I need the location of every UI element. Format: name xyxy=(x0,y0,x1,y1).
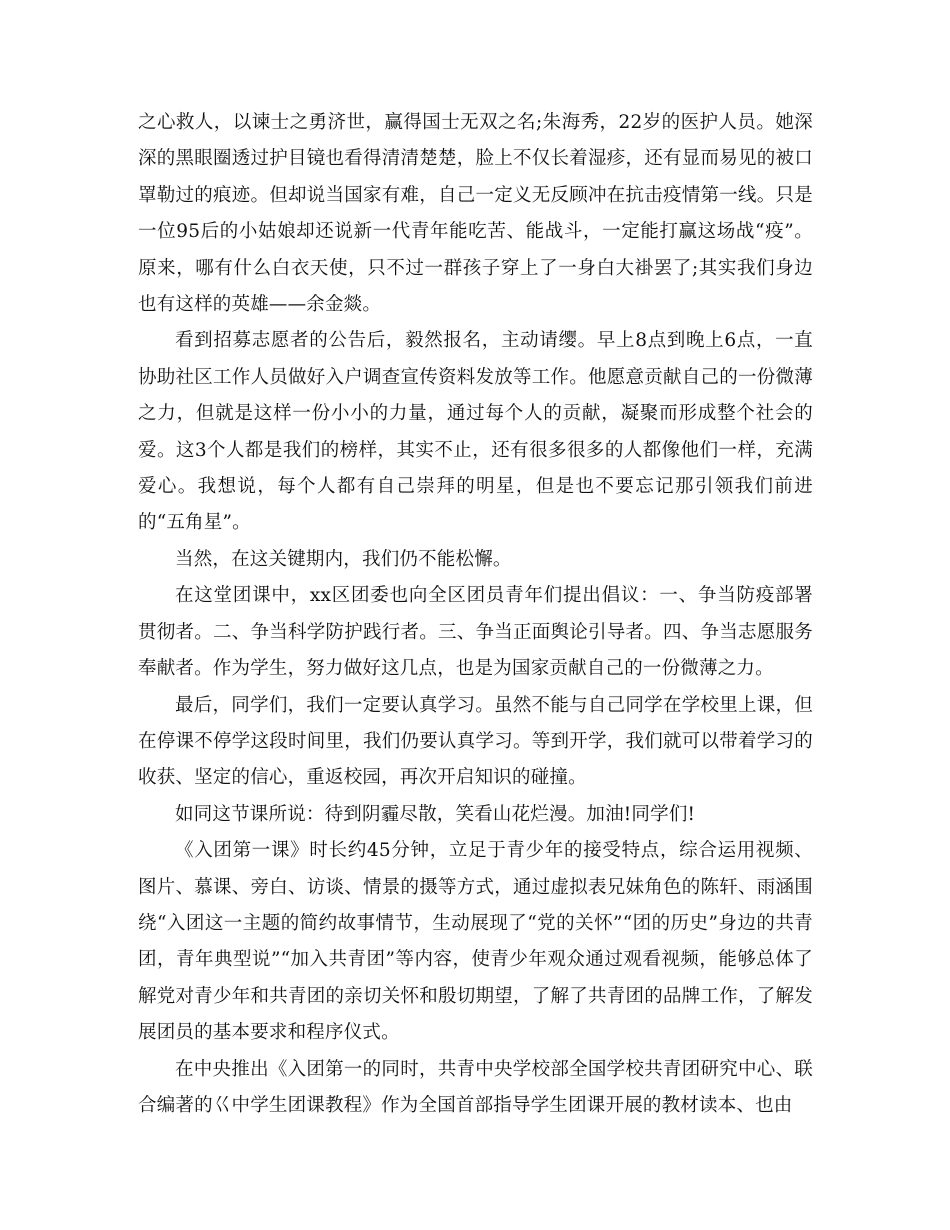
paragraph-5: 最后，同学们，我们一定要认真学习。虽然不能与自己同学在学校里上课，但在停课不停学这段时间里，我们仍要认真学习。等到开学，我们就可以带着学习的收获、坚定的信心，重返校园，再次开启知识的碰撞。 xyxy=(138,694,813,789)
paragraph-8: 在中央推出《入团第一的同时，共青中央学校部全国学校共青团研究中心、联合编著的巜中学生团课教程》作为全国首部指导学生团课开展的教材读本、也由 xyxy=(138,1058,813,1116)
paragraph-6: 如同这节课所说：待到阴霾尽散，笑看山花烂漫。加油!同学们! xyxy=(175,803,696,825)
paragraph-3: 当然，在这关键期内，我们仍不能松懈。 xyxy=(175,548,512,570)
document-body xyxy=(138,105,813,1124)
paragraph-4: 在这堂团课中，xx区团委也向全区团员青年们提出倡议：一、争当防疫部署贯彻者。二、争当科学防护践行者。三、争当正面舆论引导者。四、争当志愿服务奉献者。作为学生，努力做好这几点，也是为国家贡献自己的一份微薄之力。 xyxy=(138,585,813,680)
paragraph-1: 之心救人，以谏士之勇济世，赢得国士无双之名;朱海秀，22岁的医护人员。她深深的黑眼圈透过护目镜也看得清清楚楚，脸上不仅长着湿疹，还有显而易见的被口罩勒过的痕迹。但却说当国家有难，自己一定义无反顾冲在抗击疫情第一线。只是一位95后的小姑娘却还说新一代青年能吃苦、能战斗，一定能打赢这场战“疫”。原来，哪有什么白衣天使，只不过一群孩子穿上了一身白大褂罢了;其实我们身边也有这样的英雄——余金燚。 xyxy=(138,112,813,316)
paragraph-7: 《入团第一课》时长约45分钟，立足于青少年的接受特点，综合运用视频、图片、慕课、旁白、访谈、情景的摄等方式，通过虚拟表兄妹角色的陈轩、雨涵围绕“入团这一主题的简约故事情节，生动展现了“党的关怀”“团的历史”身边的共青团，青年典型说”“加入共青团”等内容，使青少年观众通过观看视频，能够总体了解党对青少年和共青团的亲切关怀和殷切期望，了解了共青团的品牌工作，了解发展团员的基本要求和程序仪式。 xyxy=(138,840,813,1044)
paragraph-2: 看到招募志愿者的公告后，毅然报名，主动请缨。早上8点到晚上6点，一直协助社区工作人员做好入户调查宣传资料发放等工作。他愿意贡献自己的一份微薄之力，但就是这样一份小小的力量，通过每个人的贡献，凝聚而形成整个社会的爱。这3个人都是我们的榜样，其实不止，还有很多很多的人都像他们一样，充满爱心。我想说，每个人都有自己崇拜的明星，但是也不要忘记那引领我们前进的“五角星”。 xyxy=(138,330,813,534)
